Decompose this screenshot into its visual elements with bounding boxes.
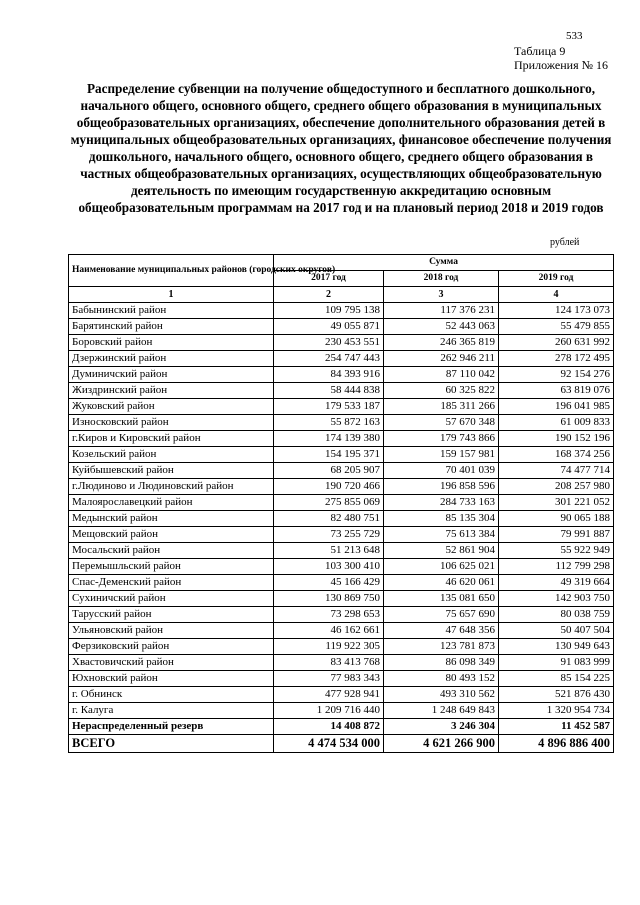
header-municipality: Наименование муниципальных районов (городских округов) bbox=[69, 255, 274, 287]
table-row bbox=[69, 607, 614, 623]
page-number: 533 bbox=[566, 30, 583, 42]
row-2017: 174 139 380 bbox=[274, 431, 384, 447]
row-2017: 73 255 729 bbox=[274, 527, 384, 543]
row-2019: 85 154 225 bbox=[499, 671, 614, 687]
row-2019: 278 172 495 bbox=[499, 351, 614, 367]
row-2019: 79 991 887 bbox=[499, 527, 614, 543]
total-name: ВСЕГО bbox=[69, 735, 274, 753]
row-name: Бабынинский район bbox=[69, 303, 274, 319]
row-2019: 90 065 188 bbox=[499, 511, 614, 527]
row-2018: 87 110 042 bbox=[384, 367, 499, 383]
document-title: Распределение субвенции на получение общедоступного и бесплатного дошкольного, начального общего, основного общего, среднего общего образования в муниципальных общеобразовательных организациях, обеспечение дополнительного образования детей в муниципальных общеобразовательных организациях, финансовое обеспечение получения дошкольного, начального общего, основного общего, среднего общего образования в частных общеобразовательных организациях, осуществляющих общеобразовательную деятельность по имеющим государственную аккредитацию основным общеобразовательным программам на 2017 год и на плановый период 2018 и 2019 годов bbox=[70, 81, 612, 215]
row-2019: 196 041 985 bbox=[499, 399, 614, 415]
reserve-name: Нераспределенный резерв bbox=[69, 719, 274, 735]
row-name: Хвастовичский район bbox=[69, 655, 274, 671]
row-2019: 80 038 759 bbox=[499, 607, 614, 623]
table-row bbox=[69, 575, 614, 591]
row-2018: 159 157 981 bbox=[384, 447, 499, 463]
row-2019: 112 799 298 bbox=[499, 559, 614, 575]
table-row bbox=[69, 367, 614, 383]
row-2018: 185 311 266 bbox=[384, 399, 499, 415]
row-2017: 77 983 343 bbox=[274, 671, 384, 687]
row-name: г. Обнинск bbox=[69, 687, 274, 703]
row-2019: 1 320 954 734 bbox=[499, 703, 614, 719]
row-name: Перемышльский район bbox=[69, 559, 274, 575]
row-2018: 117 376 231 bbox=[384, 303, 499, 319]
table-row bbox=[69, 399, 614, 415]
row-name: Жиздринский район bbox=[69, 383, 274, 399]
row-2017: 58 444 838 bbox=[274, 383, 384, 399]
row-name: Куйбышевский район bbox=[69, 463, 274, 479]
row-2017: 179 533 187 bbox=[274, 399, 384, 415]
total-2019: 4 896 886 400 bbox=[499, 735, 614, 753]
row-name: Козельский район bbox=[69, 447, 274, 463]
row-2018: 123 781 873 bbox=[384, 639, 499, 655]
table-row bbox=[69, 463, 614, 479]
row-2018: 80 493 152 bbox=[384, 671, 499, 687]
row-2018: 135 081 650 bbox=[384, 591, 499, 607]
reserve-2017: 14 408 872 bbox=[274, 719, 384, 735]
row-2018: 75 613 384 bbox=[384, 527, 499, 543]
total-row bbox=[69, 735, 614, 753]
header-year-2019: 2019 год bbox=[499, 271, 614, 287]
row-2019: 521 876 430 bbox=[499, 687, 614, 703]
total-2017: 4 474 534 000 bbox=[274, 735, 384, 753]
table-row bbox=[69, 703, 614, 719]
row-2019: 91 083 999 bbox=[499, 655, 614, 671]
table-row bbox=[69, 351, 614, 367]
row-name: Мещовский район bbox=[69, 527, 274, 543]
row-2017: 103 300 410 bbox=[274, 559, 384, 575]
row-name: Юхновский район bbox=[69, 671, 274, 687]
row-2019: 61 009 833 bbox=[499, 415, 614, 431]
row-2019: 55 922 949 bbox=[499, 543, 614, 559]
reserve-2018: 3 246 304 bbox=[384, 719, 499, 735]
row-2019: 124 173 073 bbox=[499, 303, 614, 319]
row-2018: 246 365 819 bbox=[384, 335, 499, 351]
row-2019: 50 407 504 bbox=[499, 623, 614, 639]
row-2017: 154 195 371 bbox=[274, 447, 384, 463]
row-name: Медынский район bbox=[69, 511, 274, 527]
table-ref-line1: Таблица 9 bbox=[514, 44, 566, 58]
column-number: 4 bbox=[499, 287, 614, 303]
row-2017: 190 720 466 bbox=[274, 479, 384, 495]
table-row bbox=[69, 639, 614, 655]
row-name: Малоярославецкий район bbox=[69, 495, 274, 511]
row-2019: 260 631 992 bbox=[499, 335, 614, 351]
row-2019: 74 477 714 bbox=[499, 463, 614, 479]
table-row bbox=[69, 655, 614, 671]
table-body bbox=[69, 303, 614, 719]
row-2019: 168 374 256 bbox=[499, 447, 614, 463]
header-year-2018: 2018 год bbox=[384, 271, 499, 287]
row-2017: 73 298 653 bbox=[274, 607, 384, 623]
row-2017: 83 413 768 bbox=[274, 655, 384, 671]
row-2018: 57 670 348 bbox=[384, 415, 499, 431]
row-name: Износковский район bbox=[69, 415, 274, 431]
table-row bbox=[69, 671, 614, 687]
table-row bbox=[69, 415, 614, 431]
header-sum: Сумма bbox=[274, 255, 614, 271]
table-row bbox=[69, 447, 614, 463]
row-2018: 86 098 349 bbox=[384, 655, 499, 671]
row-2019: 190 152 196 bbox=[499, 431, 614, 447]
row-name: Думиничский район bbox=[69, 367, 274, 383]
row-2017: 51 213 648 bbox=[274, 543, 384, 559]
row-2017: 230 453 551 bbox=[274, 335, 384, 351]
row-2017: 82 480 751 bbox=[274, 511, 384, 527]
subsidy-table bbox=[68, 254, 614, 753]
row-name: Дзержинский район bbox=[69, 351, 274, 367]
table-row bbox=[69, 687, 614, 703]
row-name: г.Киров и Кировский район bbox=[69, 431, 274, 447]
header-year-2017: 2017 год bbox=[274, 271, 384, 287]
row-name: Жуковский район bbox=[69, 399, 274, 415]
row-2017: 1 209 716 440 bbox=[274, 703, 384, 719]
row-2017: 254 747 443 bbox=[274, 351, 384, 367]
table-row bbox=[69, 543, 614, 559]
table-row bbox=[69, 623, 614, 639]
row-name: Барятинский район bbox=[69, 319, 274, 335]
row-2017: 46 162 661 bbox=[274, 623, 384, 639]
row-2018: 52 443 063 bbox=[384, 319, 499, 335]
row-name: г. Калуга bbox=[69, 703, 274, 719]
row-name: Ульяновский район bbox=[69, 623, 274, 639]
row-2017: 55 872 163 bbox=[274, 415, 384, 431]
row-2018: 196 858 596 bbox=[384, 479, 499, 495]
row-name: Ферзиковский район bbox=[69, 639, 274, 655]
row-name: Мосальский район bbox=[69, 543, 274, 559]
row-2017: 130 869 750 bbox=[274, 591, 384, 607]
row-2018: 47 648 356 bbox=[384, 623, 499, 639]
row-2018: 70 401 039 bbox=[384, 463, 499, 479]
row-2019: 63 819 076 bbox=[499, 383, 614, 399]
row-2018: 75 657 690 bbox=[384, 607, 499, 623]
units-label: рублей bbox=[550, 237, 580, 248]
row-name: Тарусский район bbox=[69, 607, 274, 623]
table-row bbox=[69, 511, 614, 527]
row-2019: 301 221 052 bbox=[499, 495, 614, 511]
table-row bbox=[69, 319, 614, 335]
reserve-2019: 11 452 587 bbox=[499, 719, 614, 735]
row-2017: 109 795 138 bbox=[274, 303, 384, 319]
row-2018: 262 946 211 bbox=[384, 351, 499, 367]
table-row bbox=[69, 559, 614, 575]
row-2017: 68 205 907 bbox=[274, 463, 384, 479]
column-number: 3 bbox=[384, 287, 499, 303]
row-2019: 130 949 643 bbox=[499, 639, 614, 655]
total-2018: 4 621 266 900 bbox=[384, 735, 499, 753]
row-2018: 52 861 904 bbox=[384, 543, 499, 559]
row-2018: 179 743 866 bbox=[384, 431, 499, 447]
row-2019: 208 257 980 bbox=[499, 479, 614, 495]
row-2017: 45 166 429 bbox=[274, 575, 384, 591]
table-row bbox=[69, 495, 614, 511]
table-row bbox=[69, 591, 614, 607]
row-2017: 119 922 305 bbox=[274, 639, 384, 655]
reserve-row bbox=[69, 719, 614, 735]
row-2018: 46 620 061 bbox=[384, 575, 499, 591]
table-row bbox=[69, 383, 614, 399]
row-2018: 60 325 822 bbox=[384, 383, 499, 399]
row-2019: 55 479 855 bbox=[499, 319, 614, 335]
table-row bbox=[69, 479, 614, 495]
row-2018: 284 733 163 bbox=[384, 495, 499, 511]
row-2018: 493 310 562 bbox=[384, 687, 499, 703]
table-reference bbox=[514, 44, 608, 72]
table-row bbox=[69, 431, 614, 447]
row-2017: 477 928 941 bbox=[274, 687, 384, 703]
row-2019: 49 319 664 bbox=[499, 575, 614, 591]
row-2019: 142 903 750 bbox=[499, 591, 614, 607]
row-2018: 85 135 304 bbox=[384, 511, 499, 527]
row-name: Спас-Деменский район bbox=[69, 575, 274, 591]
row-2017: 84 393 916 bbox=[274, 367, 384, 383]
table-row bbox=[69, 527, 614, 543]
row-name: Сухиничский район bbox=[69, 591, 274, 607]
row-name: Боровский район bbox=[69, 335, 274, 351]
row-2019: 92 154 276 bbox=[499, 367, 614, 383]
table-row bbox=[69, 335, 614, 351]
table-ref-line2: Приложения № 16 bbox=[514, 58, 609, 72]
table-row bbox=[69, 303, 614, 319]
row-2017: 49 055 871 bbox=[274, 319, 384, 335]
column-number: 1 bbox=[69, 287, 274, 303]
row-name: г.Людиново и Людиновский район bbox=[69, 479, 274, 495]
column-number: 2 bbox=[274, 287, 384, 303]
row-2017: 275 855 069 bbox=[274, 495, 384, 511]
row-2018: 106 625 021 bbox=[384, 559, 499, 575]
row-2018: 1 248 649 843 bbox=[384, 703, 499, 719]
